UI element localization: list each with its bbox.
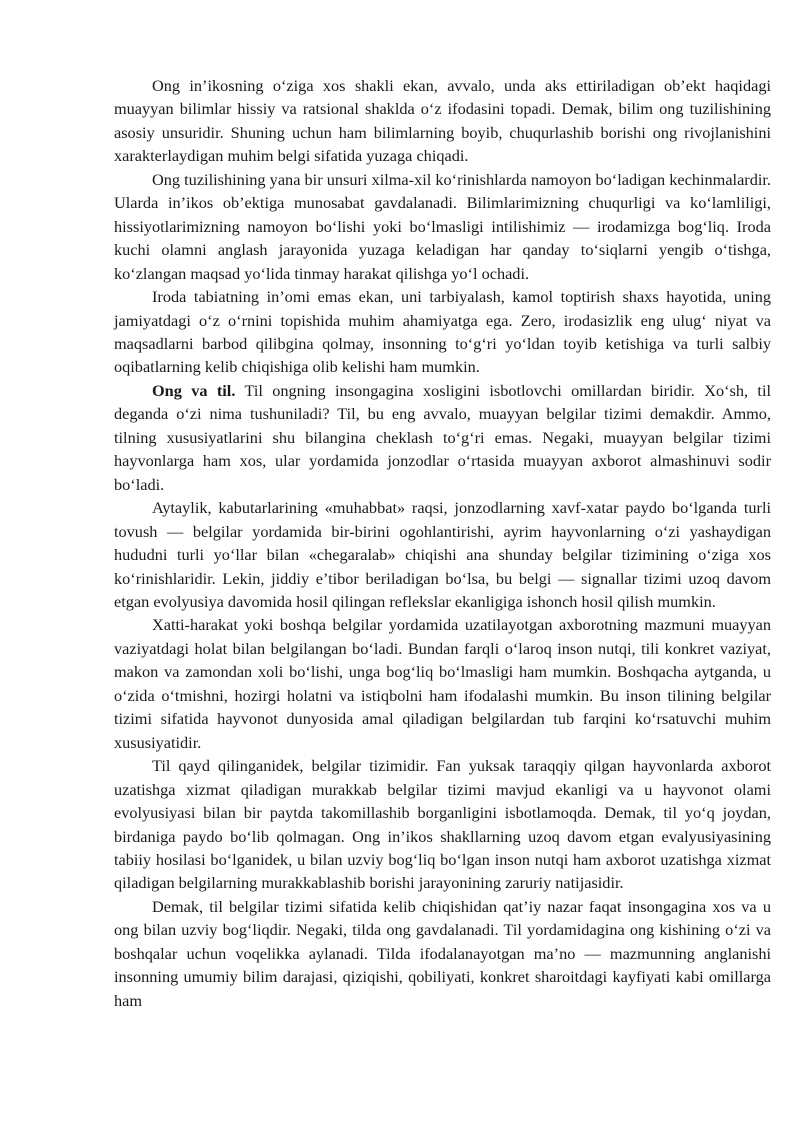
paragraph-text: Til ongning insongagina xosligini isbotlovchi omillardan biridir. Xo‘sh, til deganda o‘zi nima tushuniladi? Til, bu eng avvalo, muayyan belgilar tizimi demakdir. Ammo, tilning xususiyatlarini shu bilangina cheklash to‘g‘ri emas. Negaki, muayyan belgilar tizimi hayvonlarga ham xos, ular yordamida jonzodlar o‘rtasida muayyan axborot almashinuvi sodir bo‘ladi.: [114, 380, 771, 494]
paragraph-text: Iroda tabiatning in’omi emas ekan, uni tarbiyalash, kamol toptirish shaxs hayotida, uning jamiyatdagi o‘z o‘rnini topishida muhim ahamiyatga ega. Zero, irodasizlik eng ulug‘ niyat va maqsadlarni barbod qilibgina qolmay, insonning to‘g‘ri yo‘ldan toyib ketishiga va turli salbiy oqibatlarning kelib chiqishiga olib kelishi ham mumkin.: [114, 287, 771, 377]
paragraph-human-speech: [114, 613, 771, 754]
paragraph-knowledge: [114, 74, 771, 168]
paragraph-will-education: [114, 285, 771, 379]
paragraph-emotions-will: [114, 168, 771, 285]
paragraph-consciousness-language: [114, 379, 771, 496]
paragraph-text: Ong tuzilishining yana bir unsuri xilma-xil ko‘rinishlarda namoyon bo‘ladigan kechinmalardir. Ularda in’ikos ob’ektiga munosabat gavdalanadi. Bilimlarimizning chuqurligi va ko‘lamliligi, hissiyotlarimizning namoyon bo‘lishi yoki bo‘lmasligi intilishimiz — irodamizga bog‘liq. Iroda kuchi olamni anglash jarayonida yuzaga keladigan har qanday to‘siqlarni yengib o‘tishga, ko‘zlangan maqsad yo‘lida tinmay harakat qilishga yo‘l ochadi.: [114, 169, 771, 283]
paragraph-text: Demak, til belgilar tizimi sifatida kelib chiqishidan qat’iy nazar faqat insongagina xos va u ong bilan uzviy bog‘liqdir. Negaki, tilda ong gavdalanadi. Til yordamidagina ong kishining o‘zi va boshqalar uchun voqelikka aylanadi. Tilda ifodalanayotgan ma’no — mazmunning anglanishi insonning umumiy bilim darajasi, qiziqishi, qobiliyati, konkret sharoitdagi kayfiyati kabi omillarga ham: [114, 896, 771, 1010]
document-page: [114, 74, 771, 1012]
paragraph-text: Aytaylik, kabutarlarining «muhabbat» raqsi, jonzodlarning xavf-xatar paydo bo‘lganda turli tovush — belgilar yordamida bir-birini ogohlantirishi, ayrim hayvonlarning o‘zi yashaydigan hududni turli yo‘llar bilan «chegaralab» chiqishi ana shunday belgilar tizimining o‘ziga xos ko‘rinishlaridir. Lekin, jiddiy e’tibor beriladigan bo‘lsa, bu belgi — signallar tizimi uzoq davom etgan evolyusiya davomida hosil qilingan reflekslar ekanligiga ishonch hosil qilish mumkin.: [114, 498, 771, 611]
paragraph-conclusion: [114, 895, 771, 1012]
paragraph-text: Til qayd qilinganidek, belgilar tizimidir. Fan yuksak taraqqiy qilgan hayvonlarda axborot uzatishga xizmat qiladigan murakkab belgilar tizimi mavjud ekanligi va u hayvonot olami evolyusiyasi bilan bir paytda takomillashib borganligini isbotlamoqda. Demak, til yo‘q joydan, birdaniga paydo bo‘lib qolmagan. Ong in’ikos shakllarning uzoq davom etgan evalyusiyasining tabiiy hosilasi bo‘lganidek, u bilan uzviy bog‘liq bo‘lgan inson nutqi ham axborot uzatishga xizmat qiladigan belgilarning murakkablashib borishi jarayonining zaruriy natijasidir.: [114, 756, 771, 893]
paragraph-sign-system: [114, 754, 771, 895]
paragraph-text: Ong in’ikosning o‘ziga xos shakli ekan, avvalo, unda aks ettiriladigan ob’ekt haqidagi muayyan bilimlar hissiy va ratsional shaklda o‘z ifodasini topadi. Demak, bilim ong tuzilishining asosiy unsuridir. Shuning uchun ham bilimlarning boyib, chuqurlashib borishi ong rivojlanishini xarakterlaydigan muhim belgi sifatida yuzaga chiqadi.: [114, 76, 771, 166]
section-heading: Ong va til.: [152, 380, 236, 400]
paragraph-animal-signals: [114, 496, 771, 613]
paragraph-text: Xatti-harakat yoki boshqa belgilar yordamida uzatilayotgan axborotning mazmuni muayyan vaziyatdagi holat bilan belgilangan bo‘ladi. Bundan farqli o‘laroq inson nutqi, tili konkret vaziyat, makon va zamondan xoli bo‘lishi, unga bog‘liq bo‘lmasligi ham mumkin. Boshqacha aytganda, u o‘zida o‘tmishni, hozirgi holatni va istiqbolni ham ifodalashi mumkin. Bu inson tilining belgilar tizimi sifatida hayvonot dunyosida amal qiladigan belgilardan tub farqini ko‘rsatuvchi muhim xususiyatidir.: [114, 615, 771, 752]
